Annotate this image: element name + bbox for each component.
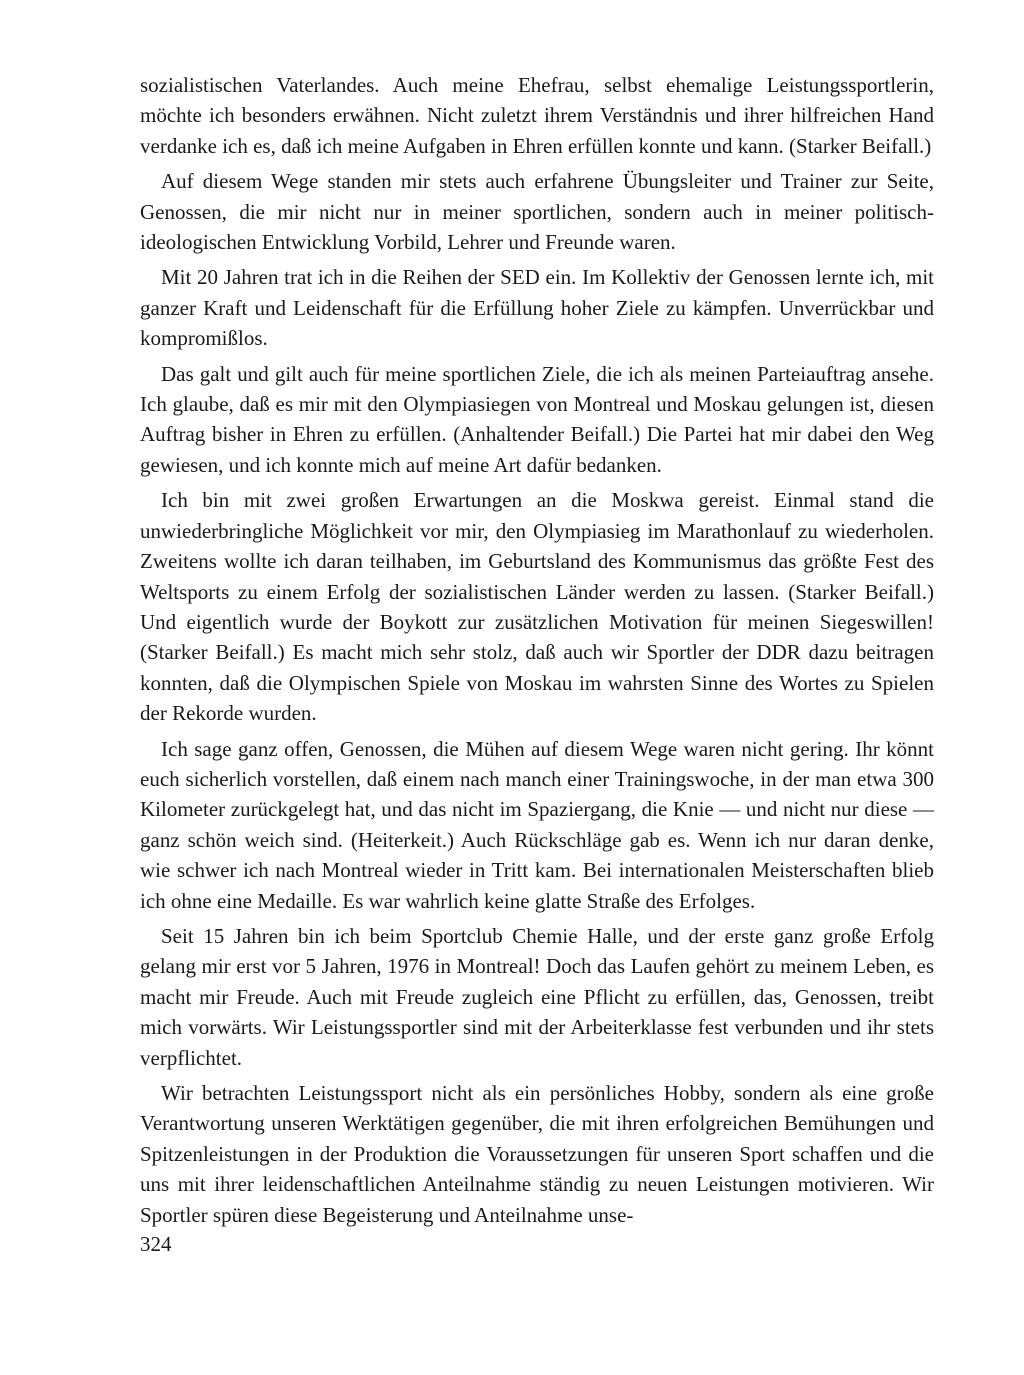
paragraph-5: Ich bin mit zwei großen Erwartungen an die Moskwa gereist. Einmal stand die unwiederbringliche Möglichkeit vor mir, den Olympiasieg im Marathonlauf zu wiederholen. Zweitens wollte ich daran teilhaben, im Geburtsland des Kommunismus das größte Fest des Weltsports zu einem Erfolg der sozialistischen Länder werden zu lassen. (Starker Beifall.) Und eigentlich wurde der Boykott zur zusätzlichen Motivation für meinen Siegeswillen! (Starker Beifall.) Es macht mich sehr stolz, daß auch wir Sportler der DDR dazu beitragen konnten, daß die Olympischen Spiele von Moskau im wahrsten Sinne des Wortes zu Spielen der Rekorde wurden.	[140, 488, 934, 726]
paragraph-3: Mit 20 Jahren trat ich in die Reihen der SED ein. Im Kollektiv der Genossen lernte ich, mit ganzer Kraft und Leidenschaft für die Erfüllung hoher Ziele zu kämpfen. Unverrückbar und kompromißlos.	[140, 265, 934, 351]
body-text	[140, 70, 934, 1235]
paragraph-1: sozialistischen Vaterlandes. Auch meine Ehefrau, selbst ehemalige Leistungssportlerin, möchte ich besonders erwähnen. Nicht zuletzt ihrem Verständnis und ihrer hilfreichen Hand verdanke ich es, daß ich meine Aufgaben in Ehren erfüllen konnte und kann. (Starker Beifall.)	[140, 73, 934, 158]
paragraph-7: Seit 15 Jahren bin ich beim Sportclub Chemie Halle, und der erste ganz große Erfolg gelang mir erst vor 5 Jahren, 1976 in Montreal! Doch das Laufen gehört zu meinem Leben, es macht mir Freude. Auch mit Freude zugleich eine Pflicht zu erfüllen, das, Genossen, treibt mich vorwärts. Wir Leistungssportler sind mit der Arbeiterklasse fest verbunden und ihr stets verpflichtet.	[140, 923, 934, 1070]
page-number: 324	[140, 1232, 172, 1256]
paragraph-8: Wir betrachten Leistungssport nicht als ein persönliches Hobby, sondern als eine große Verantwortung unseren Werktätigen gegenüber, die mit ihren erfolgreichen Bemühungen und Spitzenleistungen in der Produktion die Voraussetzungen für unseren Sport schaffen und die uns mit ihrer leidenschaftlichen Anteilnahme ständig zu neuen Leistungen motivieren. Wir Sportler spüren diese Begeisterung und Anteilnahme unse-	[140, 1081, 934, 1227]
paragraph-2: Auf diesem Wege standen mir stets auch erfahrene Übungsleiter und Trainer zur Seite, Genossen, die mir nicht nur in meiner sportlichen, sondern auch in meiner politisch-ideologischen Entwicklung Vorbild, Lehrer und Freunde waren.	[140, 169, 934, 255]
paragraph-6: Ich sage ganz offen, Genossen, die Mühen auf diesem Wege waren nicht gering. Ihr könnt euch sicherlich vorstellen, daß einem nach manch einer Trainingswoche, in der man etwa 300 Kilometer zurückgelegt hat, und das nicht im Spaziergang, die Knie — und nicht nur diese — ganz schön weich sind. (Heiterkeit.) Auch Rückschläge gab es. Wenn ich nur daran denke, wie schwer ich nach Montreal wieder in Tritt kam. Bei internationalen Meisterschaften blieb ich ohne eine Medaille. Es war wahrlich keine glatte Straße des Erfolges.	[140, 736, 934, 913]
paragraph-4: Das galt und gilt auch für meine sportlichen Ziele, die ich als meinen Parteiauftrag ansehe. Ich glaube, daß es mir mit den Olympiasiegen von Montreal und Moskau gelungen ist, diesen Auftrag bisher in Ehren zu erfüllen. (Anhaltender Beifall.) Die Partei hat mir dabei den Weg gewiesen, und ich konnte mich auf meine Art dafür bedanken.	[140, 361, 934, 477]
